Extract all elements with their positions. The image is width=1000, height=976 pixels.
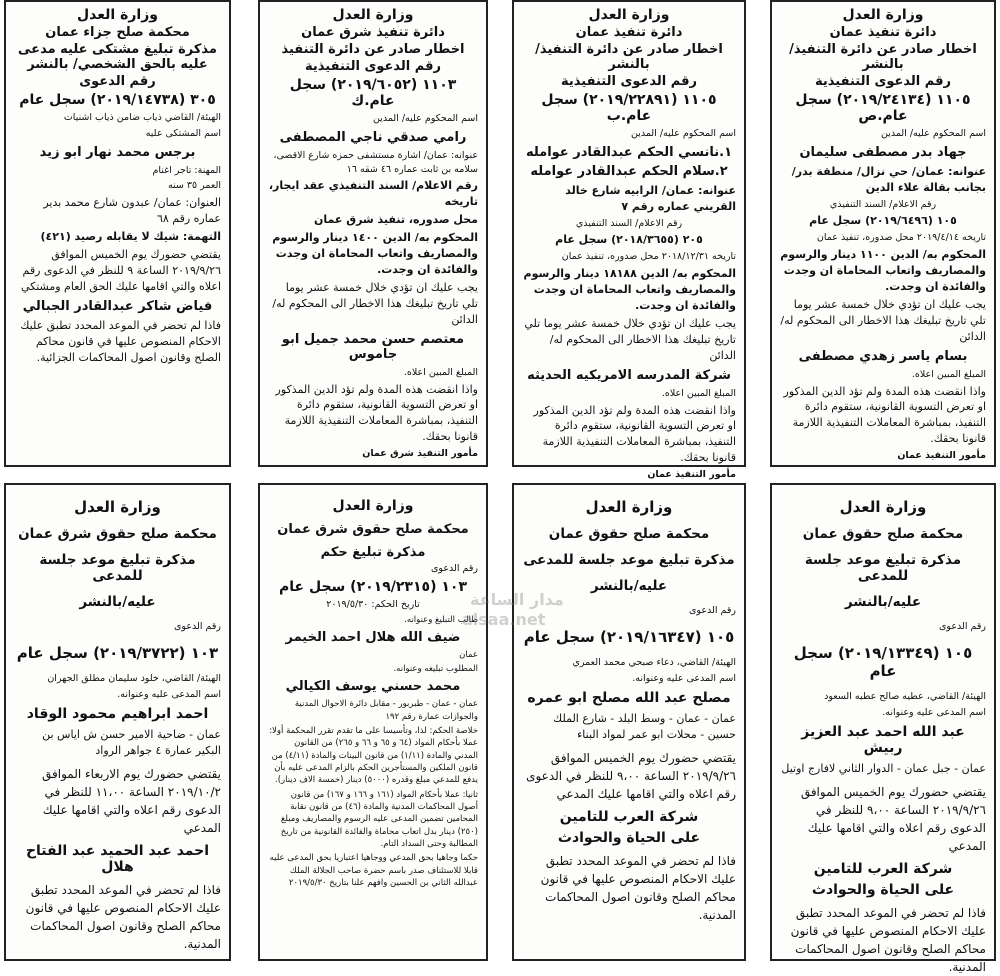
debtor-name: جهاد بدر مصطفى سليمان	[799, 144, 967, 160]
verdict-text-3: حكما وجاهيا بحق المدعي ووجاهيا اعتباريا بحق المدعى عليه قابلا للاستئناف صدر باسم حضرة صاحب الجلالة الملك عبدالله الثاني بن الحسين وافهم علنا بتاريخ ٢٠١٩/٥/٣٠	[269, 853, 478, 888]
signature: مأمور التنفيذ عمان	[647, 469, 736, 481]
notice-title: اخطار صادر عن دائرة التنفيذ/بالنشر	[789, 42, 977, 72]
appear-text: يقتضي حضورك يوم الاربعاء الموافق ٢٠١٩/١٠/٢ الساعة ١١،٠٠ للنظر في الدعوى رقم اعلاه والتي اقامها عليك المدعي	[42, 767, 221, 836]
court-title: محكمة صلح حقوق شرق عمان	[277, 522, 469, 537]
ref-label: رقم الدعوى التنفيذية	[305, 59, 441, 74]
warning-text: واذا انقضت هذه المدة ولم تؤد الدين المذكور او تعرض التسوية القانونية، ستقوم دائرة التنفيذ، بمباشرة المعاملات التنفيذية اللازمة قانونا بحقك.	[533, 403, 736, 465]
warning-text: فاذا لم تحضر في الموعد المحدد تطبق عليك الاحكام المنصوص عليها في قانون محاكم الصلح وقانون اصول المحاكمات المدنية.	[540, 854, 736, 923]
verdict-text-2: ثانيا: عملا بأحكام المواد (١٦١ و ١٦٦ و ١٦٧) من قانون أصول المحاكمات المدنية والمادة (٤٦) من قانون نقابة المحامين تضمين المدعى عليه الرسوم والمصاريف ومبلغ (٢٥٠) دينار بدل اتعاب محاماة والفائدة القانونية من تاريخ المطالبة وحتى السداد التام.	[280, 789, 478, 849]
defendant-label: اسم المدعى عليه وعنوانه.	[632, 672, 736, 684]
notice-civil-court-east-amman-3722	[4, 483, 231, 961]
case-number: ١٠٣ (٢٠١٩/٣٧٢٢) سجل عام	[16, 643, 219, 662]
notice-execution-amman-24134	[770, 0, 996, 467]
warning-text: فاذا لم تحضر في الموعد المحدد تطبق عليك الاحكام المنصوص عليها في قانون محاكم الصلح وقانون اصول المحاكمات المدنية.	[25, 883, 221, 952]
plaintiff-name-2: على الحياة والحوادث	[557, 830, 701, 847]
ministry-title: وزارة العدل	[839, 498, 927, 516]
charge: التهمة: شيك لا يقابله رصيد (٤٢١)	[40, 229, 221, 243]
debtor-address: عنوانه: عمان/ الرابيه شارع خالد القريني عماره رقم ٧	[565, 183, 736, 213]
amount-due: المبلغ المبين اعلاه.	[911, 368, 986, 380]
date-line: تاريخه ٢٠١٩/٤/١٤ محل صدوره، تنفيذ عمان	[816, 232, 986, 244]
defendant-address: عمان - عمان - وسط البلد - شارع الملك حسين - محلات ابو عمر لمواد البناء	[553, 712, 736, 742]
ref-label: رقم الدعوى	[173, 621, 221, 632]
panel: الهيئة/ القاضي، دعاء صبحي محمد العمري	[572, 656, 736, 668]
defendant-name: برجس محمد نهار ابو زيد	[39, 144, 196, 160]
creditor-name: شركة المدرسه الامريكيه الحديثه	[527, 367, 731, 383]
amount-text: المحكوم به/ الدين ١١٠٠ دينار والرسوم والمصاريف واتعاب المحاماة ان وجدت والفائدة ان وجدت.	[780, 248, 986, 293]
department-title: دائرة تنفيذ عمان	[575, 25, 683, 40]
notice-execution-amman-22891	[512, 0, 746, 481]
complainant-name: فياض شاكر عبدالقادر الجبالي	[22, 298, 213, 314]
notice-title-2: عليه/بالنشر	[590, 578, 668, 594]
target-label: المطلوب تبليغه وعنوانه.	[393, 664, 478, 675]
target-address: عمان - عمان - طبربور - مقابل دائرة الاحوال المدنية والجوازات عمارة رقم ١٩٢	[294, 699, 478, 722]
requester-label: طالب التبليغ وعنوانه.	[404, 614, 478, 625]
notice-criminal-court-14738	[4, 0, 231, 467]
notice-title: اخطار صادر عن دائرة التنفيذ/بالنشر	[535, 42, 723, 72]
panel: الهيئة/ القاضي، خلود سليمان مطلق الجهران	[47, 672, 221, 684]
requester-address: عمان	[459, 649, 478, 660]
job: المهنة: تاجر اغنام	[152, 164, 221, 176]
amount-text: المحكوم به/ الدين ١٨١٨٨ دينار والرسوم والمصاريف واتعاب المحاماة ان وجدت والفائدة ان وجدت.	[523, 267, 736, 312]
debtor-address: عنوانه: عمان/ اشارة مستشفى حمزه شارع الاقصى، سلامه بن ثابت عماره ٤٦ شقه ١٦	[273, 149, 478, 175]
signature: مأمور التنفيذ شرق عمان	[362, 448, 478, 460]
appear-text: يقتضي حضورك يوم الخميس الموافق ٢٠١٩/٩/٢٦ الساعة ٩،٠٠ للنظر في الدعوى رقم اعلاه والتي اقامها عليك المدعي	[526, 751, 736, 802]
warning-text: فاذا لم تحضر في الموعد المحدد تطبق عليك الاحكام المنصوص عليها في قانون محاكم الصلح وقانون اصول المحاكمات المدنية.	[790, 906, 986, 975]
case-number: ١١٠٣ (٢٠١٩/٦٠٥٢) سجل عام.ك	[289, 77, 457, 109]
debtor-name-2: ٢.سلام الحكم عبدالقادر عوامله	[530, 163, 728, 179]
watermark-arabic: مدار الساعة	[470, 590, 564, 609]
target-name: محمد حسني يوسف الكيالي	[285, 679, 461, 695]
debtor-label: اسم المحكوم عليه/ المدين	[880, 128, 986, 139]
notice-title: مذكرة تبليغ موعد جلسة للمدعى	[523, 552, 735, 568]
case-number: ١١٠٥ (٢٠١٩/٢٢٨٩١) سجل عام.ب	[541, 92, 717, 124]
doc-label: رقم الاعلام/ السند التنفيذي عقد ايجار، تاريخه	[268, 179, 478, 209]
court-title: محكمة صلح حقوق شرق عمان	[18, 526, 217, 542]
defendant-name: احمد ابراهيم محمود الوقاد	[26, 706, 209, 723]
amount-due: المبلغ المبين اعلاه.	[403, 366, 478, 378]
date-line: محل صدوره، تنفيذ شرق عمان	[314, 213, 478, 227]
doc-label: رقم الاعلام/ السند التنفيذي	[829, 198, 937, 210]
ministry-title: وزارة العدل	[842, 7, 924, 23]
notice-civil-court-16347	[512, 483, 746, 961]
debtor-label: اسم المحكوم عليه/ المدين	[630, 128, 736, 139]
plaintiff-name: احمد عبد الحميد عبد الفتاح هلال	[25, 843, 210, 876]
ministry-title: وزارة العدل	[585, 498, 673, 516]
debtor-name: رامي صدقي ناجي المصطفى	[279, 129, 467, 145]
doc-ref: ٢٠٥ (٢٠١٨/٣٦٥٥) سجل عام	[555, 233, 703, 247]
date-line: تاريخه ٢٠١٨/١٢/٣١ محل صدوره، تنفيذ عمان	[561, 251, 736, 263]
watermark-latin: alsaa.net	[462, 610, 546, 629]
notice-civil-court-13349	[770, 483, 996, 975]
notice-title: مذكرة تبليغ مشتكى عليه مدعى عليه بالحق الشخصي/ بالنشر	[18, 42, 217, 72]
department-title: دائرة تنفيذ عمان	[829, 25, 937, 40]
defendant-address: العنوان: عمان/ عبدون شارع محمد بدير عماره رقم ٦٨	[43, 196, 221, 225]
case-number: ١٠٥ (٢٠١٩/١٣٣٤٩) سجل عام	[793, 643, 973, 680]
appear-text: يقتضي حضورك يوم الخميس الموافق ٢٠١٩/٩/٢٦ الساعة ٩ للنظر في الدعوى رقم اعلاه والتي اقامها عليك الحق العام ومشتكي	[20, 247, 221, 293]
ministry-title: وزارة العدل	[77, 7, 158, 23]
ministry-title: وزارة العدل	[332, 498, 414, 514]
notice-title-2: عليه/بالنشر	[844, 594, 922, 610]
debtor-address: عنوانه: عمان/ حي نزال/ منطقة بدر/ بجانب بقالة علاء الدين	[791, 164, 986, 194]
notice-execution-east-amman-6052	[258, 0, 488, 467]
warning-text: واذا انقضت هذه المدة ولم تؤد الدين المذكور او تعرض التسوية القانونية، ستقوم دائرة التنفيذ، بمباشرة المعاملات التنفيذية اللازمة قانونا بحقك.	[783, 384, 986, 446]
plaintiff-name-2: على الحياة والحوادث	[811, 882, 955, 899]
defendant-label: اسم المدعى عليه وعنوانه.	[117, 688, 221, 700]
appear-text: يقتضي حضورك يوم الخميس الموافق ٢٠١٩/٩/٢٦ الساعة ٩،٠٠ للنظر في الدعوى رقم اعلاه والتي اقامها عليك المدعي	[800, 785, 986, 854]
panel: الهيئة/ القاضي ذياب ضامن ذياب اشنيات	[63, 112, 221, 123]
defendant-label: اسم المشتكى عليه	[145, 127, 221, 139]
ref-label: رقم الدعوى	[688, 605, 736, 616]
case-number: ١٠٥ (٢٠١٩/١٦٣٤٧) سجل عام	[523, 627, 735, 646]
doc-label: رقم الاعلام/ السند التنفيذي	[575, 217, 683, 229]
court-title: محكمة صلح جزاء عمان	[45, 25, 190, 40]
ministry-title: وزارة العدل	[74, 498, 161, 516]
notice-judgment-east-amman-2315	[258, 483, 488, 961]
creditor-name: بسام ياسر زهدي مصطفى	[798, 348, 968, 364]
age: العمر ٣٥ سنه	[167, 180, 221, 192]
ref-label: رقم الدعوى التنفيذية	[561, 74, 697, 89]
notice-title: اخطار صادر عن دائرة التنفيذ	[281, 42, 465, 57]
demand-text: يجب عليك ان تؤدي خلال خمسة عشر يوما تلي تاريخ تبليغك هذا الاخطار الى المحكوم له/ الدائن	[272, 280, 478, 326]
requester-name: ضيف الله هلال احمد الخيمر	[285, 629, 461, 645]
creditor-name: معتصم حسن محمد جميل ابو جاموس	[281, 331, 465, 362]
judgment-date: تاريخ الحكم: ٢٠١٩/٥/٣٠	[326, 598, 420, 610]
case-number: ١١٠٥ (٢٠١٩/٢٤١٣٤) سجل عام.ص	[795, 92, 971, 124]
defendant-name: عبد الله احمد عبد العزيز ربيش	[801, 724, 965, 757]
signature: مأمور التنفيذ عمان	[897, 450, 986, 462]
notice-title: مذكرة تبليغ موعد جلسة للمدعى	[804, 552, 962, 584]
debtor-name-1: ١.نانسي الحكم عبدالقادر عوامله	[525, 144, 733, 160]
warning-text: فاذا لم تحضر في الموعد المحدد تطبق عليك الاحكام المنصوص عليها في قانون محاكم الصلح وقانون اصول المحاكمات الجزائية.	[20, 318, 221, 364]
doc-ref: ١٠٥ (٢٠١٩/٦٤٩٦) سجل عام	[809, 214, 957, 228]
ref-label: رقم الدعوى التنفيذية	[815, 74, 951, 89]
ministry-title: وزارة العدل	[332, 7, 414, 23]
defendant-address: عمان - جبل عمان - الدوار الثاني لافارج اوتيل	[781, 762, 986, 776]
court-title: محكمة صلح حقوق عمان	[802, 526, 964, 542]
notice-title: مذكرة تبليغ حكم	[320, 545, 426, 560]
warning-text: واذا انقضت هذه المدة ولم تؤد الدين المذكور او تعرض التسوية القانونية، ستقوم دائرة التنفيذ، بمباشرة المعاملات التنفيذية اللازمة قانونا بحقك.	[275, 382, 478, 444]
case-number: ١٠٣ (٢٠١٩/٢٣١٥) سجل عام	[279, 578, 467, 595]
ref-label: رقم الدعوى	[79, 74, 156, 89]
amount-text: المحكوم به/ الدين ١٤٠٠ دينار والرسوم والمصاريف واتعاب المحاماة ان وجدت والفائدة ان وجدت.	[272, 231, 478, 276]
court-title: محكمة صلح حقوق عمان	[548, 526, 710, 542]
panel: الهيئة/ القاضي، عطيه صالح عطيه السعود	[824, 690, 986, 702]
demand-text: يجب عليك ان تؤدي خلال خمسة عشر يوما تلي تاريخ تبليغك هذا الاخطار الى المحكوم له/ الدائن	[780, 297, 986, 343]
amount-due: المبلغ المبين اعلاه.	[661, 387, 736, 399]
case-number: ٣٠٥ (٢٠١٩/١٤٧٣٨) سجل عام	[19, 92, 216, 108]
defendant-name: مصلح عبد الله مصلح ابو عمره	[527, 690, 731, 707]
defendant-address: عمان - ضاحية الامير حسن ش اياس بن البكير عمارة ٤ جواهر الرواد	[42, 728, 221, 758]
verdict-text: خلاصة الحكم: لذا، وتأسيسا على ما تقدم تقرر المحكمة أولا: عملا بأحكام المواد (٦٤ و ٦٥ و ٦٦ و ٢٦٥) من القانون المدني والمادة (١/١١) من قانون البينات والمادة (٤/١١) من قانون الملكين والمستأجرين الحكم بالزام المدعى عليه بأن يدفع للمدعي مبلغ وقدره (٥٠٠٠) دينار (خمسة الاف دينار).	[269, 726, 478, 786]
demand-text: يجب عليك ان تؤدي خلال خمسة عشر يوما تلي تاريخ تبليغك هذا الاخطار الى المحكوم له/ الدائن	[524, 316, 736, 362]
plaintiff-name-1: شركة العرب للتامين	[559, 809, 699, 826]
ref-label: رقم الدعوى	[938, 621, 986, 632]
ref-label: رقم الدعوى	[430, 563, 478, 574]
defendant-label: اسم المدعى عليه وعنوانه.	[882, 706, 986, 718]
plaintiff-name-1: شركة العرب للتامين	[813, 861, 953, 878]
notice-title: مذكرة تبليغ موعد جلسة للمدعى	[39, 552, 196, 584]
ministry-title: وزارة العدل	[588, 7, 670, 23]
notice-title-2: عليه/بالنشر	[79, 594, 156, 610]
department-title: دائرة تنفيذ شرق عمان	[301, 25, 445, 40]
debtor-label: اسم المحكوم عليه/ المدين	[372, 113, 478, 124]
